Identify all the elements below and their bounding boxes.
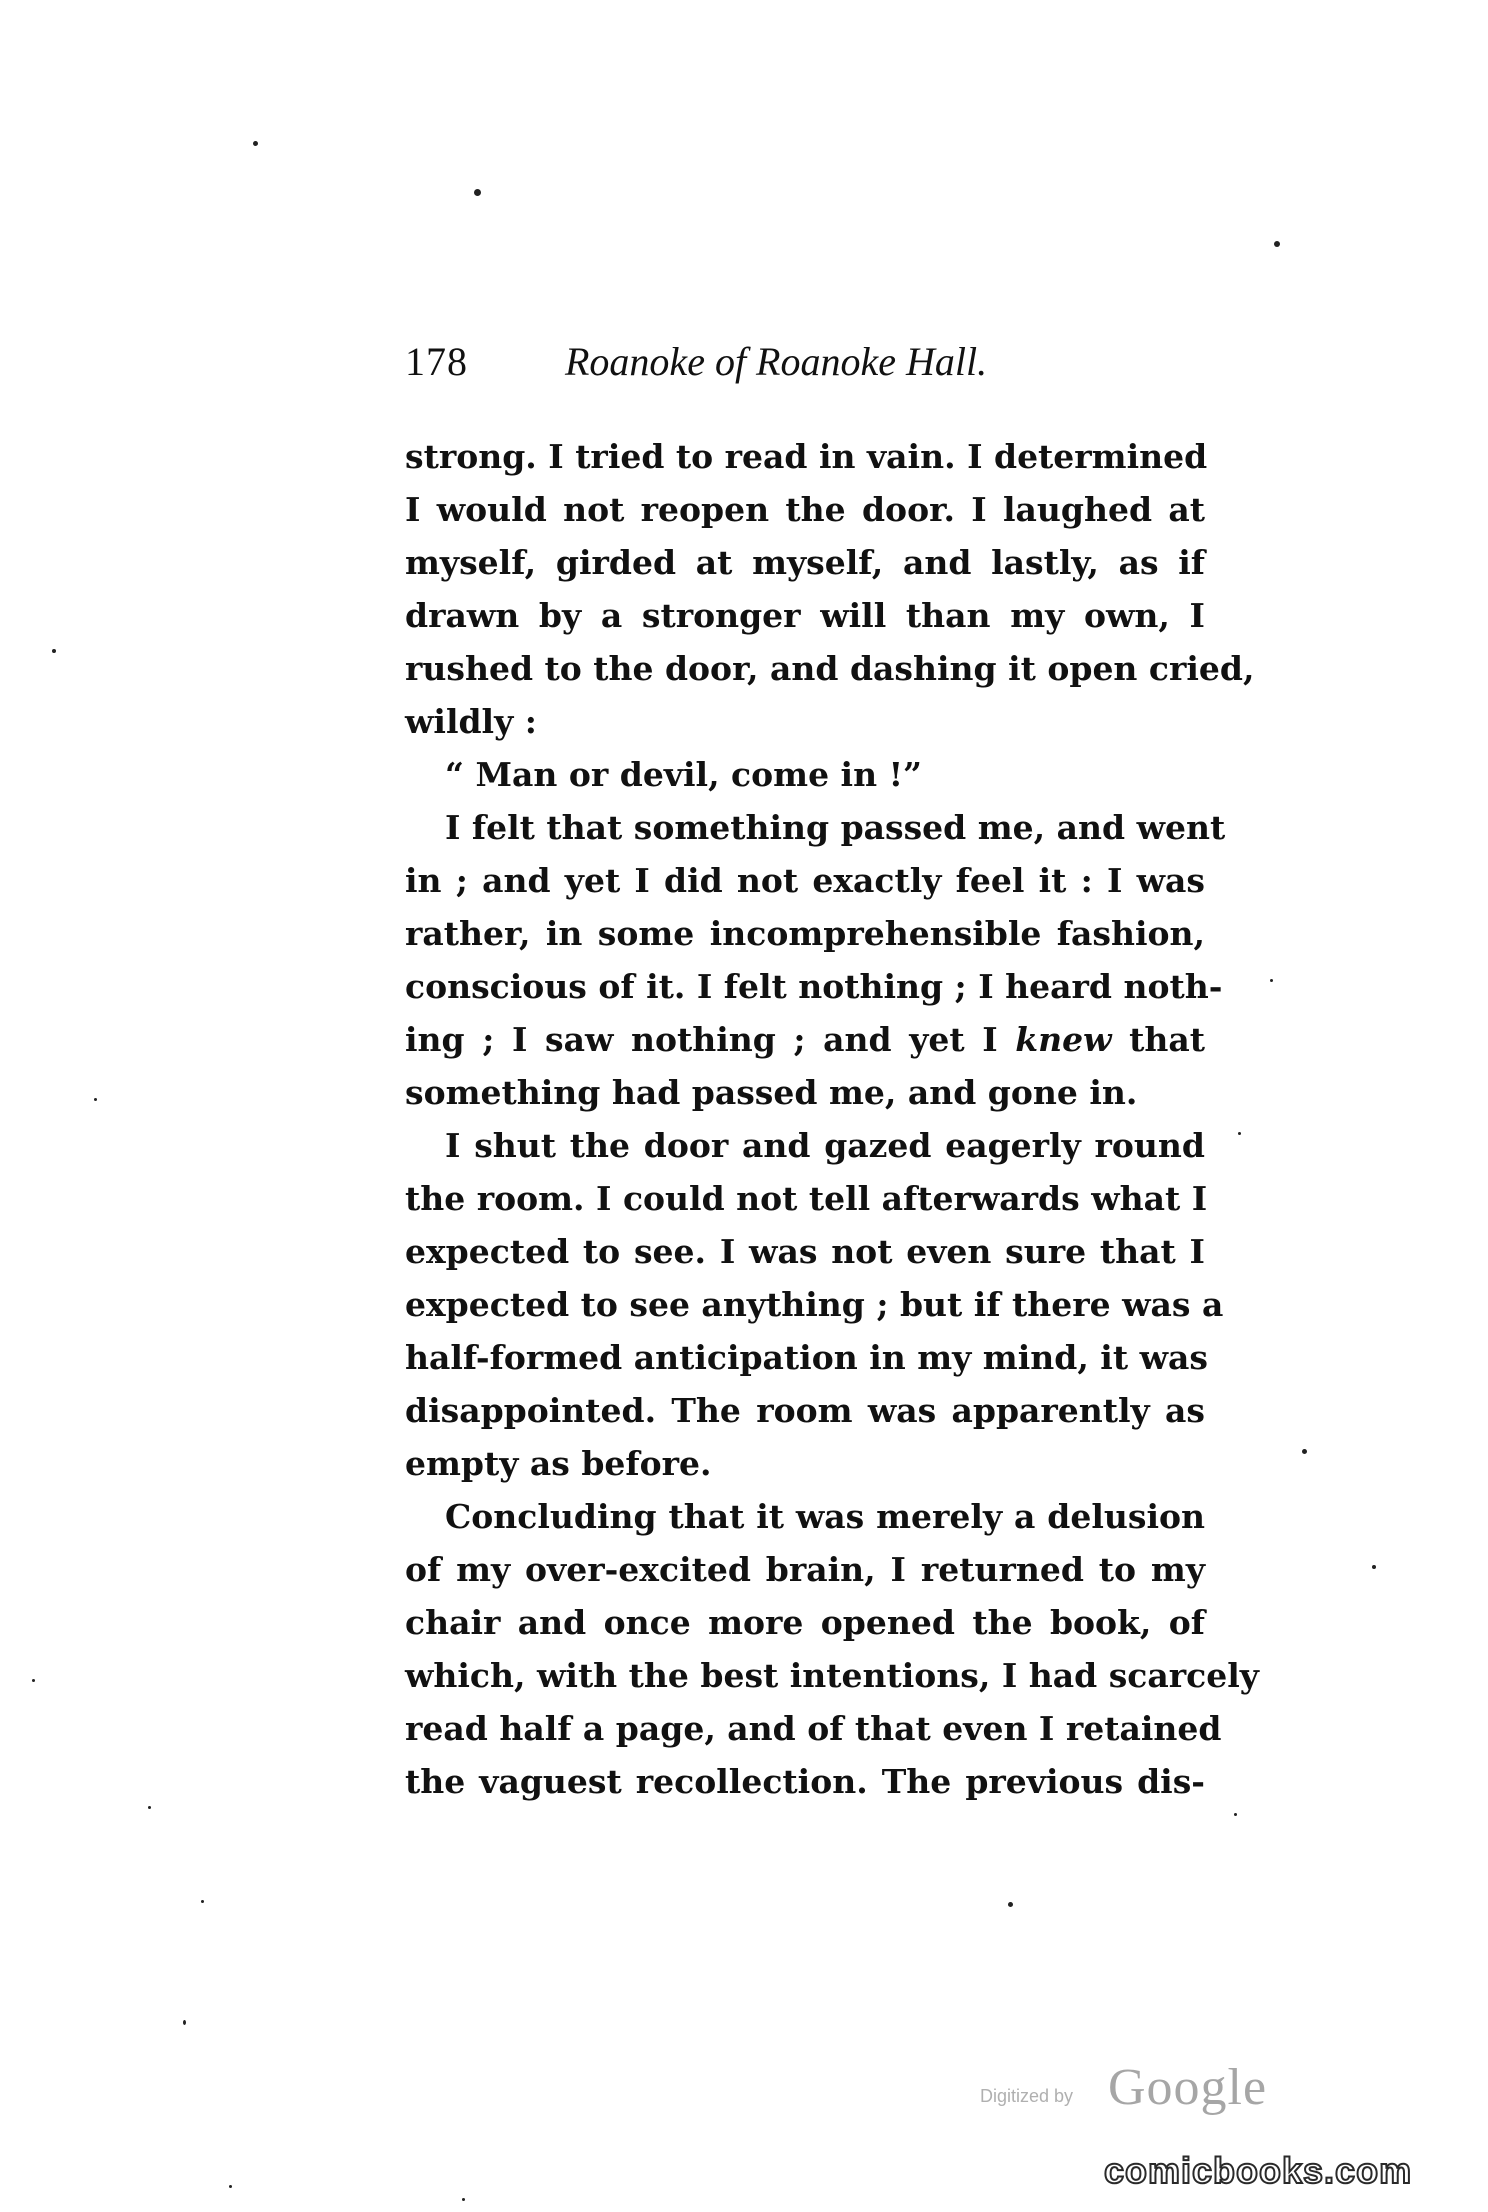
text-line: drawn by a stronger will than my own, I bbox=[405, 596, 1205, 635]
running-title: Roanoke of Roanoke Hall. bbox=[565, 339, 988, 384]
scan-speck bbox=[474, 189, 481, 196]
scan-speck bbox=[1302, 1449, 1307, 1454]
scan-speck bbox=[201, 1900, 204, 1903]
text-line: in ; and yet I did not exactly feel it : I was bbox=[405, 861, 1205, 900]
text-line: I shut the door and gazed eagerly round bbox=[445, 1126, 1205, 1165]
text-line: rather, in some incomprehensible fashion, bbox=[405, 914, 1205, 953]
text-line bbox=[405, 1013, 1205, 1066]
text-line: Concluding that it was merely a delusion bbox=[445, 1497, 1205, 1536]
text-line: wildly : bbox=[405, 702, 537, 741]
text-line: expected to see. I was not even sure that I bbox=[405, 1232, 1205, 1271]
body-text bbox=[405, 430, 1259, 1808]
digitized-label: Digitized by bbox=[980, 2086, 1074, 2106]
scan-speck bbox=[1234, 1813, 1237, 1816]
scan-speck bbox=[253, 141, 258, 146]
scan-speck bbox=[1008, 1902, 1013, 1907]
scan-speck bbox=[148, 1806, 151, 1809]
scan-speck bbox=[462, 2198, 465, 2201]
text-line: “ Man or devil, come in !” bbox=[445, 755, 923, 794]
running-head bbox=[405, 338, 1205, 388]
text-segment: that bbox=[1129, 1020, 1205, 1059]
text-line: expected to see anything ; but if there was a bbox=[405, 1285, 1224, 1324]
text-line: strong. I tried to read in vain. I determined bbox=[405, 437, 1208, 476]
text-line: something had passed me, and gone in. bbox=[405, 1073, 1138, 1112]
scan-speck bbox=[1274, 241, 1280, 247]
scan-speck bbox=[52, 649, 56, 653]
italic-word: knew bbox=[1015, 1020, 1112, 1059]
text-line: rushed to the door, and dashing it open cried, bbox=[405, 649, 1255, 688]
scan-speck bbox=[32, 1679, 35, 1682]
text-line: conscious of it. I felt nothing ; I heard noth- bbox=[405, 967, 1223, 1006]
text-line: the vaguest recollection. The previous dis- bbox=[405, 1762, 1205, 1801]
scan-speck bbox=[1270, 979, 1273, 982]
digitized-by-google-mark bbox=[980, 2058, 1300, 2118]
google-logo: Google bbox=[1108, 2059, 1268, 2116]
page-number: 178 bbox=[405, 339, 468, 384]
scan-speck bbox=[229, 2185, 232, 2188]
text-line: empty as before. bbox=[405, 1444, 712, 1483]
scan-speck bbox=[1238, 1132, 1241, 1135]
text-line: the room. I could not tell afterwards what I bbox=[405, 1179, 1208, 1218]
text-line: of my over-excited brain, I returned to my bbox=[405, 1550, 1205, 1589]
text-line: chair and once more opened the book, of bbox=[405, 1603, 1205, 1642]
text-line: half-formed anticipation in my mind, it was bbox=[405, 1338, 1208, 1377]
text-segment: ing ; I saw nothing ; and yet I bbox=[405, 1020, 998, 1059]
text-line: disappointed. The room was apparently as bbox=[405, 1391, 1205, 1430]
site-watermark: comicbooks.com bbox=[1104, 2150, 1413, 2191]
scan-speck bbox=[1372, 1565, 1376, 1569]
text-line: which, with the best intentions, I had scarcely bbox=[405, 1656, 1259, 1695]
scan-speck bbox=[183, 2020, 186, 2025]
text-line: myself, girded at myself, and lastly, as if bbox=[405, 543, 1205, 582]
text-line: I would not reopen the door. I laughed at bbox=[405, 490, 1205, 529]
text-line: I felt that something passed me, and went bbox=[445, 808, 1226, 847]
scan-speck bbox=[94, 1098, 97, 1101]
text-line: read half a page, and of that even I retained bbox=[405, 1709, 1222, 1748]
